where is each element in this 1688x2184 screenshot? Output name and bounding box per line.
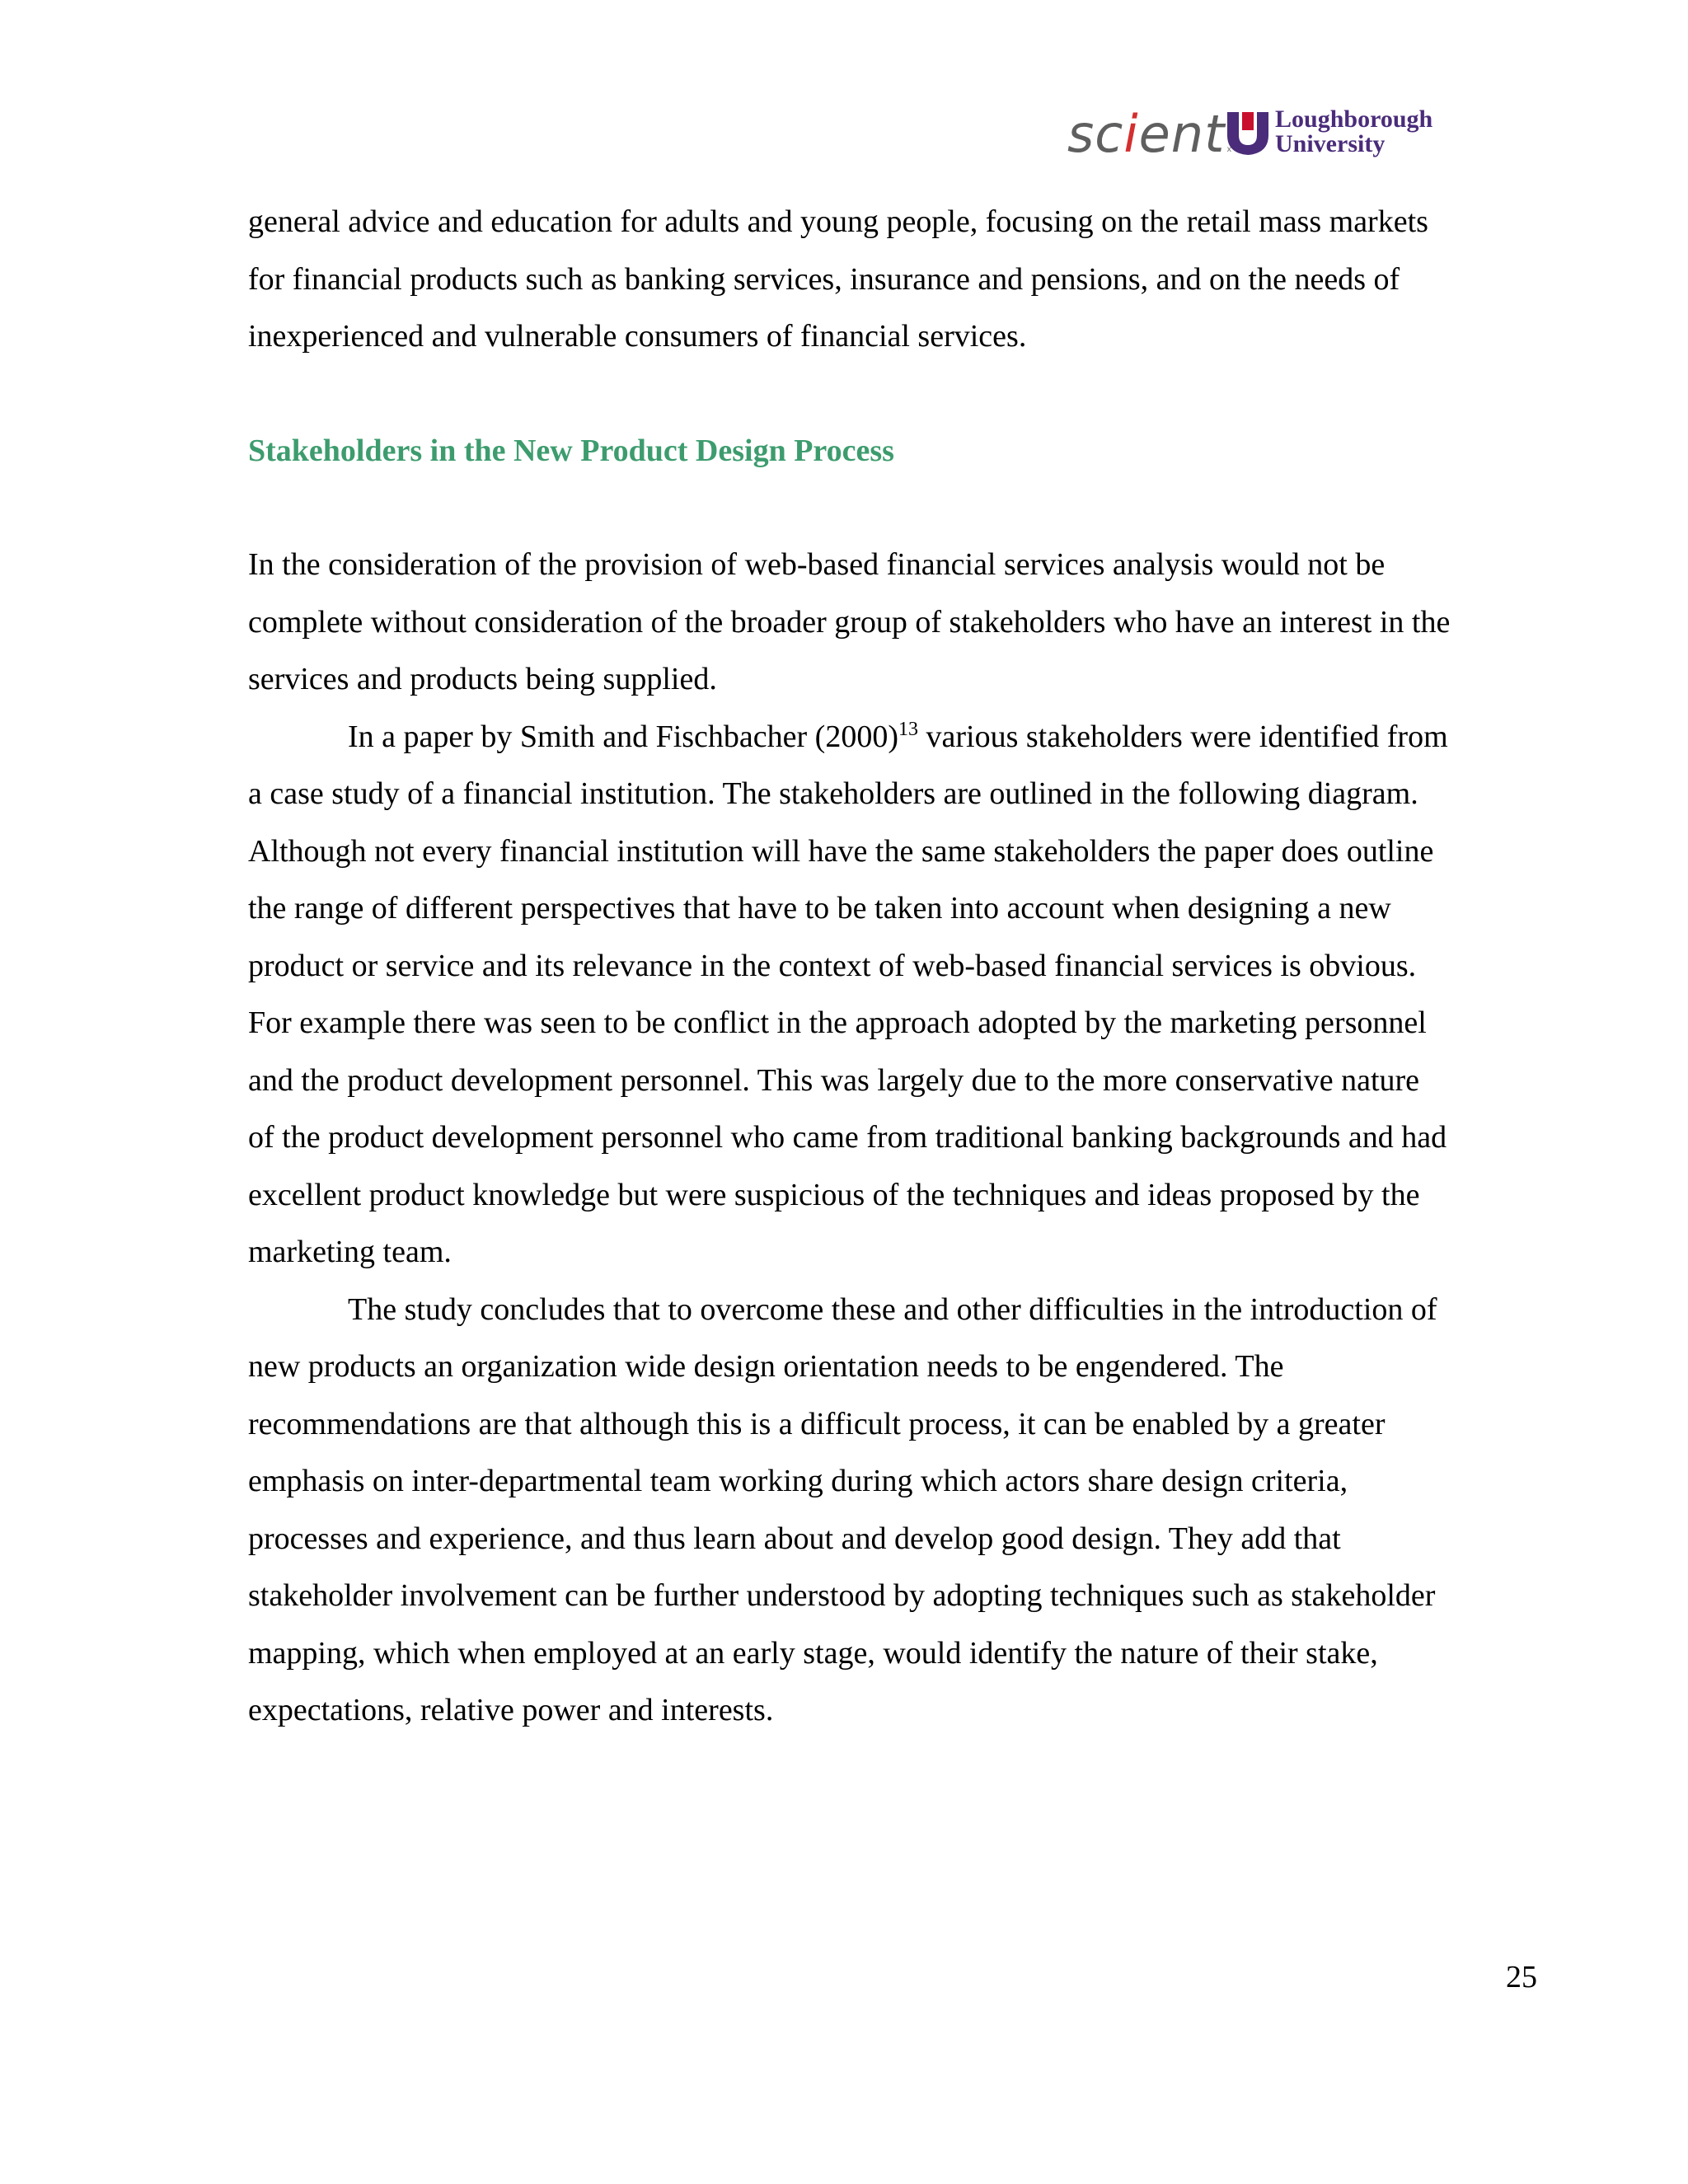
paragraph-study-conclusions: The study concludes that to overcome these and other difficulties in the introduction of new products an organization wide design orientation needs to be engendered. The recommendations are that although this is a difficult process, it can be enabled by a greater emphasis on inter-departmental team working during which actors share design criteria, processes and experience, and thus learn about and develop good design. They add that stakeholder involvement can be further understood by adopting techniques such as stakeholder mapping, which when employed at an early stage, would identify the nature of their stake, expectations, relative power and interests. bbox=[248, 1291, 1437, 1727]
citation-reference: 13 bbox=[898, 718, 918, 740]
scient-logo-suffix: ent bbox=[1138, 104, 1226, 164]
intro-paragraph: general advice and education for adults and young people, focusing on the retail mass markets for financial products such as banking services, insurance and pensions, and on the needs of inexperienced and vulnerable consumers of financial services. bbox=[248, 204, 1428, 354]
university-logo-line2: University bbox=[1275, 130, 1386, 157]
page-header bbox=[1067, 105, 1447, 163]
scient-logo-mark: x bbox=[1226, 145, 1233, 154]
paragraph-text: various stakeholders were identified from a case study of a financial institution. The stakeholders are outlined in the following diagram. Although not every financial institution will have the same stakeholders the paper does outline the range of different perspectives that have to be taken into account when designing a new product or service and its relevance in the context of web-based financial services is obvious. For example there was seen to be conflict in the approach adopted by the marketing personnel and the product development personnel. This was largely due to the more conservative nature of the product development personnel who came from traditional banking backgrounds and had excellent product knowledge but were suspicious of the techniques and ideas proposed by the marketing team. bbox=[248, 719, 1448, 1269]
paragraph-text: In a paper by Smith and Fischbacher (2000) bbox=[348, 719, 898, 754]
university-logo-line1: Loughborough bbox=[1275, 105, 1433, 133]
university-shield-icon bbox=[1226, 110, 1270, 157]
paragraph-smith-fischbacher bbox=[248, 709, 1451, 1282]
paragraph-stakeholders-intro: In the consideration of the provision of web-based financial services analysis would not be complete without consideration of the broader group of stakeholders who have an interest in the services and products being supplied. bbox=[248, 547, 1451, 696]
page-number: 25 bbox=[1506, 1960, 1537, 1994]
scient-logo bbox=[1067, 105, 1232, 179]
document-body bbox=[248, 194, 1451, 1740]
scient-logo-accent: i bbox=[1123, 104, 1139, 164]
section-heading: Stakeholders in the New Product Design Process bbox=[248, 433, 894, 468]
university-logo-text bbox=[1275, 107, 1432, 157]
scient-logo-prefix: sc bbox=[1067, 104, 1124, 164]
